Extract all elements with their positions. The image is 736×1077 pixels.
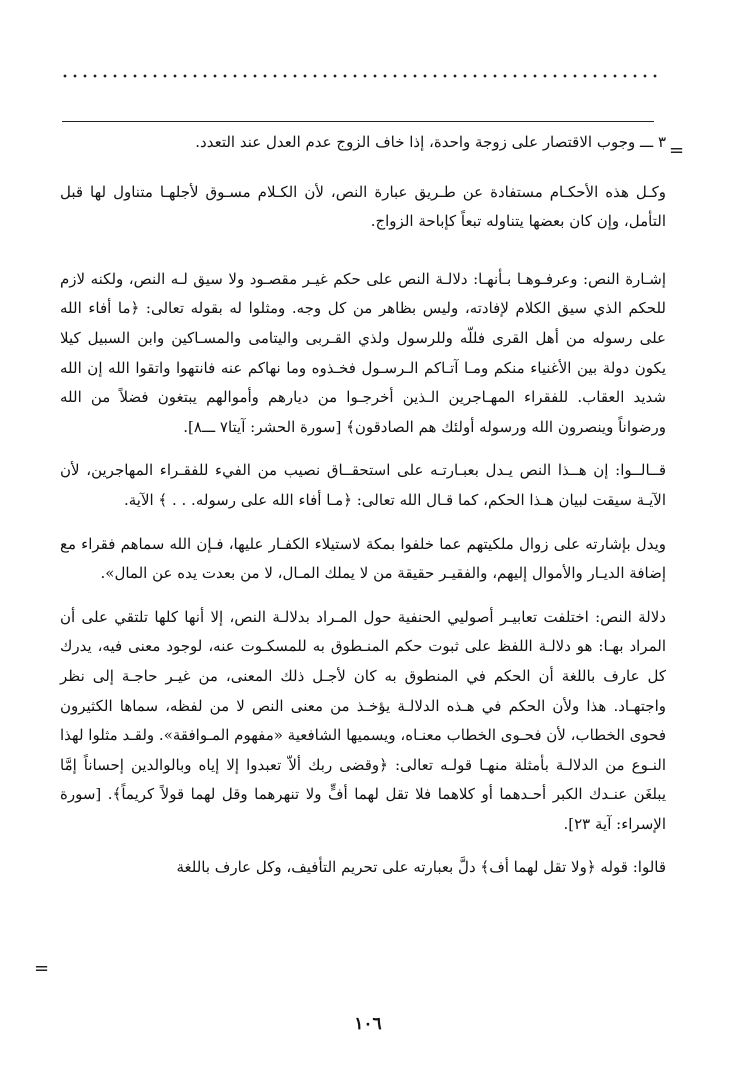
paragraph-isharat-al-nass: إشـارة النص: وعرفـوهـا بـأنهـا: دلالـة النص على حكم غيـر مقصـود ولا سيق لـه النص، ولكنه لازم للحكم الذي سيق الكلام لإفادته، وليس بظاهر من كل وجه. ومثلوا له بقوله تعالى: ﴿ما أفاء الله على رسوله من أهل القرى فللّه وللرسول ولذي القـربى واليتامى والمسـاكين وابن السبيل كيلا يكون دولة بين الأغنياء منكم ومـا آتـاكم الـرسـول فخـذوه وما نهاكم عنه فانتهوا واتقوا الله إن الله شديد العقاب. للفقراء المهـاجرين الـذين أخرجـوا من ديارهم وأموالهم يبتغون فضلاً من الله ورضواناً وينصرون الله ورسوله أولئك هم الصادقون﴾ [سورة الحشر: آيتا٧ ـــ٨]. xyxy=(60,269,666,436)
list-item-monogamy: ٣ ـــ وجوب الاقتصار على زوجة واحدة، إذا خاف الزوج عدم العدل عند التعدد. xyxy=(195,133,666,151)
paragraph-qalu-continued: قالوا: قوله ﴿ولا تقل لهما أف﴾ دلَّ بعبارته على تحريم التأفيف، وكل عارف باللغة xyxy=(176,858,666,877)
paragraph-qalu: قــالــوا: إن هــذا النص يـدل بعبـارتـه على استحقــاق نصيب من الفيء للفقـراء المهاجرين، لأن الآيـة سيقت لبيان هـذا الحكم، كما قـال الله تعالى: ﴿مـا أفاء الله على رسوله. . . ﴾ الآية. xyxy=(60,461,666,509)
page-number: ١٠٦ xyxy=(354,1014,382,1034)
dotted-separator xyxy=(60,74,660,78)
margin-continuation-mark-top: = xyxy=(669,140,685,161)
page-body xyxy=(60,128,666,883)
paragraph-summary: وكـل هذه الأحكـام مستفادة عن طـريق عبارة النص، لأن الكـلام مسـوق لأجلهـا متناول لها قبل التأمل، وإن كان بعضها يتناوله تبعاً كإباحة الزواج. xyxy=(60,182,666,231)
paragraph-dalalat-al-nass: دلالة النص: اختلفت تعابيـر أصوليي الحنفية حول المـراد بدلالـة النص، إلا أنها كلها تلتقي على أن المراد بهـا: هو دلالـة اللفظ على ثبوت حكم المنـطوق به للمسكـوت عنه، لوجود معنى فيه، يدرك كل عارف باللغة أن الحكم في المنطوق به كان لأجـل ذلك المعنى، من غيـر حاجـة إلى نظر واجتهـاد. هذا ولأن الحكم في هـذه الدلالـة يؤخـذ من معنى النص لا من لفظه، سماها الكثيرون فحوى الخطاب، لأن فحـوى الخطاب معنـاه، ويسميها الشافعية «مفهوم المـوافقة». ولقـد مثلوا لهذا النـوع من الدلالـة بأمثلة منهـا قولـه تعالى: ﴿وقضى ربك ألاّ تعبدوا إلا إياه وبالوالدين إحساناً إمَّا يبلغَن عنـدك الكبر أحـدهما أو كلاهما فلا تقل لهما أفٍّ ولا تنهرهما وقل لهما قولاً كريماً﴾. [سورة الإسراء: آية ٢٣]. xyxy=(59,607,666,833)
margin-continuation-mark-bottom: = xyxy=(34,958,50,979)
paragraph-wa-yadullu: ويدل بإشارته على زوال ملكيتهم عما خلفوا بمكة لاستيلاء الكفـار عليها، فـإن الله سماهم فقراء مع إضافة الديـار والأموال إليهم، والفقيـر حقيقة من لا يملك المـال، لا من بعدت يده عن المال». xyxy=(60,534,666,583)
horizontal-rule xyxy=(62,121,654,122)
